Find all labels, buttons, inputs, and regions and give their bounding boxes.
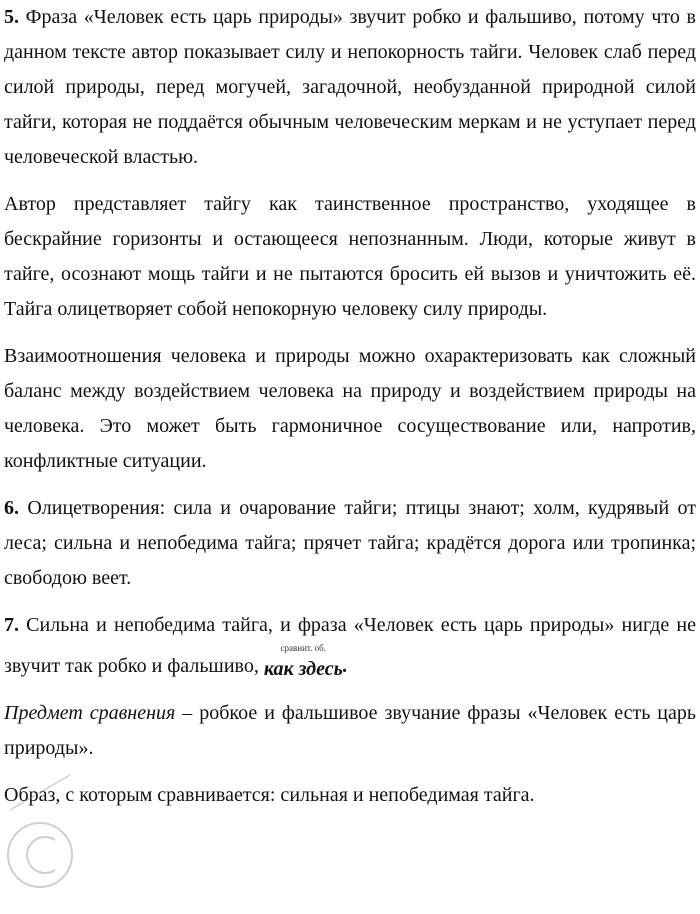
paragraph-text: Фраза «Человек есть царь природы» звучит робко и фальшиво, потому что в данном тексте автор показывает силу и непокорность тайги. Человек слаб перед силой природы, перед могучей, загадочной, необузданной природной силой тайги, которая не поддаётся обычным человеческим меркам и не уступает перед человеческой властью. [4,6,696,168]
paragraph-image [4,778,696,813]
paragraph-text: Автор представляет тайгу как таинственное пространство, уходящее в бескрайние горизонты и остающееся непознанным. Люди, которые живут в тайге, осознают мощь тайги и не пытаются бросить ей вызов и уничтожить её. Тайга олицетворяет собой непокорную человеку силу природы. [4,193,696,320]
paragraph-5 [4,0,696,175]
comparison-phrase [264,643,343,684]
paragraph-author [4,187,696,327]
period: . [342,655,348,677]
item-number: 6. [4,497,19,519]
item-number: 5. [4,6,19,28]
annotation: сравнит. об. [280,643,327,653]
paragraph-text: Образ, с которым сравнивается: сильная и непобедимая тайга. [4,784,535,806]
item-number: 7. [4,614,19,636]
term: Предмет сравнения [4,702,176,724]
paragraph-text: – робкое и фальшивое звучание фразы «Человек есть царь природы». [4,702,696,759]
paragraph-text: Сильна и непобедима тайга, и фраза «Человек есть царь природы» нигде не звучит так робко и фальшиво, [4,614,696,677]
paragraph-subject [4,696,696,766]
paragraph-text: Взаимоотношения человека и природы можно охарактеризовать как сложный баланс между воздействием человека на природу и воздействием природы на человека. Это может быть гармоничное сосуществование или, напротив, конфликтные ситуации. [4,345,696,472]
paragraph-7 [4,608,696,684]
paragraph-6 [4,491,696,596]
paragraph-relations [4,339,696,479]
emphasis: как здесь [263,658,343,680]
paragraph-text: Олицетворения: сила и очарование тайги; птицы знают; холм, кудрявый от леса; сильна и непобедима тайга; прячет тайга; крадётся дорога или тропинка; свободою веет. [4,497,696,589]
